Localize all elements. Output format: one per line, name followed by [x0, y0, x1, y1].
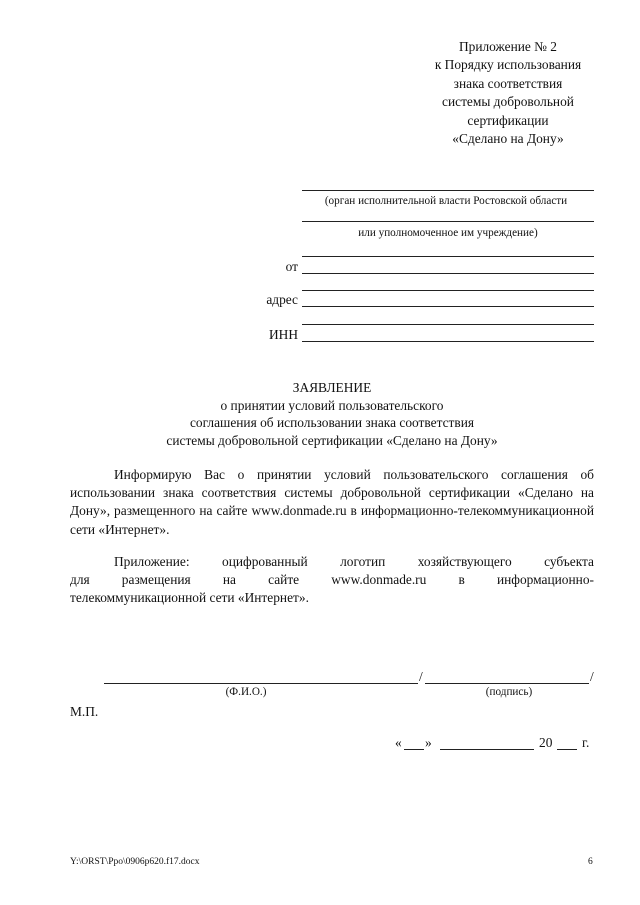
signature-caption: (подпись)	[485, 686, 533, 698]
footer-page-number: 6	[588, 857, 593, 867]
seal-label: М.П.	[70, 704, 99, 719]
body-paragraph-2-line-2: для размещения на сайте www.donmade.ru в информационно-	[70, 572, 594, 587]
annex-header	[380, 38, 636, 148]
body-paragraph-2-line-1	[70, 553, 594, 571]
recipient-caption-2: или уполномоченное им учреждение)	[358, 227, 538, 239]
date-open-quote: «	[395, 735, 402, 750]
signature-slash: /	[419, 669, 423, 684]
inn-label: ИНН	[268, 327, 298, 342]
address-field-line[interactable]	[302, 306, 594, 307]
footer-file-path: Y:\ORST\Ppo\0906p620.f17.docx	[70, 857, 200, 867]
body-paragraph-1	[70, 466, 594, 539]
fio-field-line[interactable]	[104, 683, 418, 684]
annex-line: знака соответствия	[453, 75, 563, 91]
recipient-field-line-2[interactable]	[302, 221, 594, 222]
statement-subtitle-line: соглашения об использовании знака соответствия	[189, 415, 475, 431]
from-field-line-top[interactable]	[302, 256, 594, 257]
annex-line: «Сделано на Дону»	[452, 131, 564, 147]
inn-field-line-top[interactable]	[302, 324, 594, 325]
inn-field-line[interactable]	[302, 341, 594, 342]
statement-subtitle-line: системы добровольной сертификации «Сделано на Дону»	[166, 432, 498, 448]
fio-caption: (Ф.И.О.)	[225, 686, 267, 698]
date-year-suffix: г.	[582, 735, 590, 750]
statement-heading: ЗАЯВЛЕНИЕ	[292, 380, 372, 395]
recipient-field-line[interactable]	[302, 190, 594, 191]
signature-slash-end: /	[590, 669, 594, 684]
annex-line: системы добровольной	[442, 94, 574, 110]
date-year-prefix: 20	[539, 735, 553, 750]
statement-title	[70, 379, 594, 449]
paragraph-2-text: Приложение: оцифрованный логотип хозяйствующего субъекта	[114, 554, 594, 569]
body-paragraph-2-line-3: телекоммуникационной сети «Интернет».	[70, 590, 309, 605]
date-year-line[interactable]	[557, 749, 577, 750]
date-close-quote: »	[425, 735, 432, 750]
annex-line: к Порядку использования	[434, 57, 582, 73]
signature-field-line[interactable]	[425, 683, 589, 684]
date-month-line[interactable]	[440, 749, 534, 750]
address-field-line-top[interactable]	[302, 290, 594, 291]
date-day-line[interactable]	[404, 749, 424, 750]
from-field-line[interactable]	[302, 273, 594, 274]
statement-subtitle-line: о принятии условий пользовательского	[220, 397, 444, 413]
address-label: адрес	[266, 292, 298, 307]
recipient-caption-1: (орган исполнительной власти Ростовской области	[324, 195, 568, 207]
annex-line: Приложение № 2	[458, 39, 558, 54]
paragraph-1-text: Информирую Вас о принятии условий пользовательского соглашения об использовании знака соответствия системы добровольной сертификации «Сделано на Дону», размещенного на сайте www.donmade.ru в информационно-телекоммуникационной сети «Интернет».	[70, 467, 594, 537]
annex-line: сертификации	[467, 112, 549, 128]
from-label: от	[285, 259, 298, 274]
